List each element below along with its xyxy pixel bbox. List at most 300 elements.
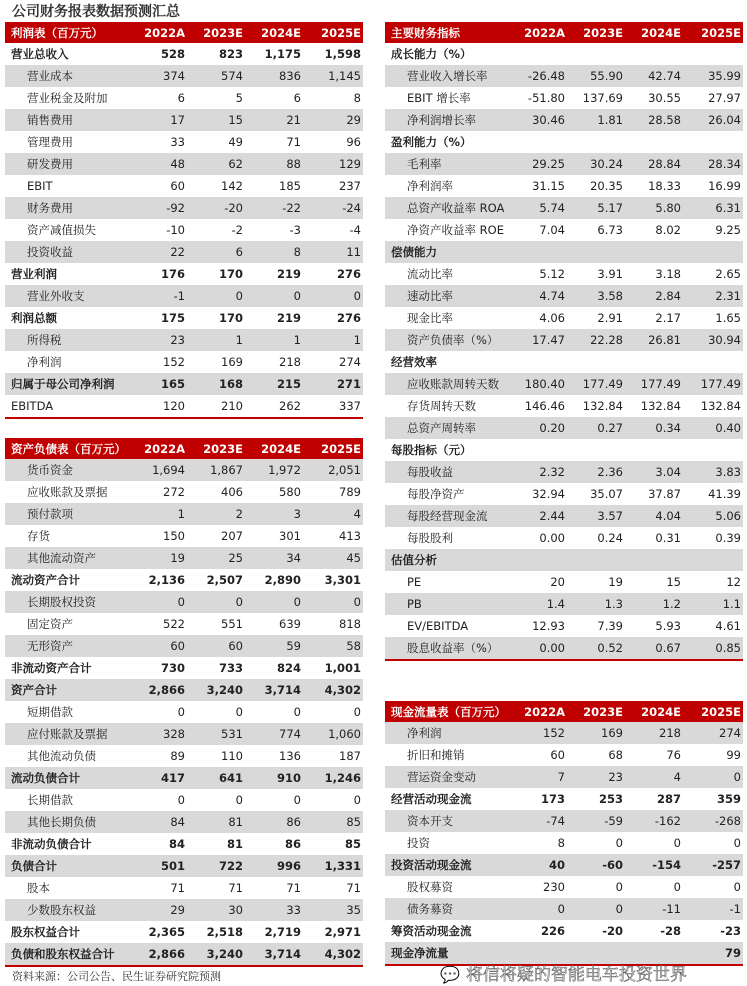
cell-value: 22.28 <box>590 333 623 347</box>
cell-value: 4.61 <box>715 619 741 633</box>
cell-value: 3.83 <box>715 465 741 479</box>
cell-value: 1,972 <box>268 463 301 477</box>
cell-value: 641 <box>218 771 243 785</box>
cell-value: 0 <box>353 289 361 303</box>
cell-value: 2,051 <box>328 463 361 477</box>
table-row <box>5 131 363 153</box>
cell-value: 89 <box>170 749 185 763</box>
cell-value: 0.00 <box>539 531 565 545</box>
cell-value: -28 <box>660 924 681 938</box>
row-label: 长期借款 <box>27 793 73 807</box>
row-label: 管理费用 <box>27 135 73 149</box>
cell-value: 2.31 <box>715 289 741 303</box>
row-label: 应付账款及票据 <box>27 727 108 741</box>
cell-value: 1 <box>177 507 185 521</box>
cell-value: 0 <box>733 836 741 850</box>
cell-value: -11 <box>662 902 681 916</box>
cell-value: 18.33 <box>648 179 681 193</box>
cell-value: 1.2 <box>662 597 681 611</box>
row-label: 营业成本 <box>27 69 73 83</box>
cell-value: 276 <box>336 267 361 281</box>
row-label: EBITDA <box>11 399 54 413</box>
cell-value: 4 <box>673 770 681 784</box>
cell-value: 328 <box>163 727 185 741</box>
cell-value: 2.44 <box>539 509 565 523</box>
table-row <box>385 87 743 109</box>
cell-value: 187 <box>339 749 361 763</box>
cell-value: 48 <box>170 157 185 171</box>
row-label: 净利润 <box>27 355 62 369</box>
cell-value: 0.40 <box>715 421 741 435</box>
row-label: 负债合计 <box>11 859 57 873</box>
cell-value: 580 <box>279 485 301 499</box>
cell-value: 34 <box>286 551 301 565</box>
cell-value: 0 <box>353 595 361 609</box>
row-label: EV/EBITDA <box>407 619 469 633</box>
row-label: 研发费用 <box>27 157 73 171</box>
row-label: 资产减值损失 <box>27 223 96 237</box>
cell-value: 271 <box>336 377 361 391</box>
cell-value: 7.39 <box>597 619 623 633</box>
table-row <box>5 65 363 87</box>
cell-value: 28.84 <box>648 157 681 171</box>
cell-value: 262 <box>279 399 301 413</box>
cell-value: 301 <box>279 529 301 543</box>
cell-value: 215 <box>276 377 301 391</box>
table-row <box>5 175 363 197</box>
cell-value: 42.74 <box>648 69 681 83</box>
cell-value: 824 <box>276 661 301 675</box>
row-label: 财务费用 <box>27 201 73 215</box>
cell-value: 31.15 <box>532 179 565 193</box>
row-label: 股权募资 <box>407 880 453 894</box>
cell-value: 1.81 <box>597 113 623 127</box>
column-header: 2022A <box>524 704 565 719</box>
cell-value: 730 <box>160 661 185 675</box>
cell-value: 5.06 <box>715 509 741 523</box>
cell-value: 733 <box>218 661 243 675</box>
cell-value: 30.55 <box>648 91 681 105</box>
cell-value: 136 <box>279 749 301 763</box>
row-label: 货币资金 <box>27 463 73 477</box>
cell-value: 180.40 <box>524 377 565 391</box>
cell-value: 774 <box>279 727 301 741</box>
cash-flow-table <box>385 701 743 966</box>
column-header: 2023E <box>203 441 243 456</box>
table-row <box>385 876 743 898</box>
row-label: 投资 <box>407 836 430 850</box>
cell-value: 25 <box>228 551 243 565</box>
cell-value: 176 <box>160 267 185 281</box>
cell-value: 6.31 <box>715 201 741 215</box>
cell-value: 4.06 <box>539 311 565 325</box>
cell-value: 81 <box>226 837 243 851</box>
cell-value: 0.34 <box>655 421 681 435</box>
cell-value: 35 <box>346 903 361 917</box>
cell-value: 40 <box>548 858 565 872</box>
cell-value: -3 <box>289 223 301 237</box>
row-label: 现金比率 <box>407 311 453 325</box>
cell-value: 35.99 <box>708 69 741 83</box>
cell-value: 0 <box>235 289 243 303</box>
cell-value: 35.07 <box>590 487 623 501</box>
cell-value: 71 <box>170 881 185 895</box>
cell-value: 8 <box>293 245 301 259</box>
cell-value: 2,518 <box>206 925 243 939</box>
row-label: 预付款项 <box>27 507 73 521</box>
cell-value: 3 <box>293 507 301 521</box>
row-label: 所得税 <box>27 333 62 347</box>
table-row <box>5 701 363 723</box>
income-statement-table <box>5 22 363 419</box>
table-title: 现金流量表（百万元） <box>391 704 506 719</box>
cell-value: 55.90 <box>590 69 623 83</box>
cell-value: 60 <box>228 639 243 653</box>
row-label: 销售费用 <box>27 113 73 127</box>
column-header: 2024E <box>641 704 681 719</box>
cell-value: 142 <box>221 179 243 193</box>
cell-value: 0.39 <box>715 531 741 545</box>
table-header <box>385 22 743 43</box>
table-row <box>385 417 743 439</box>
balance-sheet-table <box>5 438 363 967</box>
cell-value: 12 <box>726 575 741 589</box>
row-label: 资产合计 <box>11 683 57 697</box>
row-label: 长期股权投资 <box>27 595 96 609</box>
cell-value: -1 <box>173 289 185 303</box>
cell-value: 49 <box>228 135 243 149</box>
table-row <box>385 197 743 219</box>
watermark-text: 将信将疑的智能电车投资世界 <box>465 965 687 985</box>
cell-value: 4,302 <box>324 683 361 697</box>
table-header <box>5 22 363 43</box>
cell-value: -162 <box>654 814 681 828</box>
table-title: 利润表（百万元） <box>11 25 103 40</box>
cell-value: 60 <box>550 748 565 762</box>
cell-value: 30 <box>228 903 243 917</box>
cell-value: 23 <box>170 333 185 347</box>
cell-value: 551 <box>221 617 243 631</box>
row-label: 每股净资产 <box>407 487 465 501</box>
cell-value: 1,694 <box>152 463 185 477</box>
wechat-icon: 💬 <box>440 965 460 984</box>
cell-value: 177.49 <box>640 377 681 391</box>
cell-value: 218 <box>659 726 681 740</box>
cell-value: 2.84 <box>655 289 681 303</box>
cell-value: 274 <box>339 355 361 369</box>
cell-value: -257 <box>712 858 741 872</box>
cell-value: 4,302 <box>324 947 361 961</box>
cell-value: 85 <box>346 815 361 829</box>
cell-value: 0.20 <box>539 421 565 435</box>
cell-value: 823 <box>218 47 243 61</box>
cell-value: 359 <box>716 792 741 806</box>
cell-value: 170 <box>218 311 243 325</box>
table-row <box>5 481 363 503</box>
table-row <box>5 921 363 943</box>
table-row <box>385 832 743 854</box>
cell-value: 7 <box>557 770 565 784</box>
cell-value: 413 <box>339 529 361 543</box>
cell-value: 501 <box>160 859 185 873</box>
cell-value: 29 <box>346 113 361 127</box>
table-row <box>385 65 743 87</box>
cell-value: 3.04 <box>655 465 681 479</box>
cell-value: 137.69 <box>582 91 623 105</box>
cell-value: 45 <box>346 551 361 565</box>
row-label: 投资收益 <box>27 245 73 259</box>
cell-value: 272 <box>163 485 185 499</box>
cell-value: -22 <box>282 201 301 215</box>
cell-value: 6 <box>177 91 185 105</box>
cell-value: 132.84 <box>582 399 623 413</box>
column-header: 2022A <box>524 25 565 40</box>
cell-value: 406 <box>221 485 243 499</box>
cell-value: 17 <box>170 113 185 127</box>
cell-value: 2,866 <box>148 683 185 697</box>
cell-value: 20.35 <box>590 179 623 193</box>
cell-value: 0.85 <box>715 641 741 655</box>
row-label: 每股股利 <box>407 531 453 545</box>
table-row <box>5 351 363 373</box>
cell-value: 41.39 <box>708 487 741 501</box>
table-row <box>385 898 743 920</box>
cell-value: 3.58 <box>597 289 623 303</box>
cell-value: -154 <box>652 858 681 872</box>
column-header: 2023E <box>583 25 623 40</box>
cell-value: 2,507 <box>206 573 243 587</box>
cell-value: 20 <box>550 575 565 589</box>
cell-value: 8 <box>353 91 361 105</box>
column-header: 2025E <box>701 704 741 719</box>
table-row <box>385 241 743 263</box>
cell-value: 1,246 <box>324 771 361 785</box>
table-row <box>5 943 363 965</box>
row-label: 短期借款 <box>27 705 73 719</box>
cell-value: -23 <box>720 924 741 938</box>
row-label: 经营活动现金流 <box>391 792 472 806</box>
table-row <box>5 635 363 657</box>
cell-value: 0.24 <box>597 531 623 545</box>
column-header: 2025E <box>701 25 741 40</box>
row-label: 存货周转天数 <box>407 399 476 413</box>
cell-value: 15 <box>666 575 681 589</box>
table-row <box>385 788 743 810</box>
table-title: 主要财务指标 <box>391 25 460 40</box>
table-row <box>5 525 363 547</box>
cell-value: 3,240 <box>206 683 243 697</box>
table-row <box>5 833 363 855</box>
cell-value: 132.84 <box>700 399 741 413</box>
cell-value: 1,867 <box>210 463 243 477</box>
table-row <box>5 745 363 767</box>
cell-value: 0 <box>557 902 565 916</box>
cell-value: 274 <box>719 726 741 740</box>
cell-value: 0.52 <box>597 641 623 655</box>
table-row <box>5 877 363 899</box>
table-row <box>5 459 363 481</box>
table-row <box>5 109 363 131</box>
column-header: 2025E <box>321 441 361 456</box>
cell-value: 0 <box>293 705 301 719</box>
cell-value: 23 <box>608 770 623 784</box>
cell-value: 818 <box>339 617 361 631</box>
table-row <box>385 571 743 593</box>
table-row <box>5 197 363 219</box>
column-header: 2024E <box>641 25 681 40</box>
cell-value: 0 <box>177 793 185 807</box>
cell-value: 0 <box>615 902 623 916</box>
row-label: 投资活动现金流 <box>391 858 472 872</box>
cell-value: 3,714 <box>264 683 301 697</box>
row-label: 股东权益合计 <box>11 925 80 939</box>
table-row <box>5 591 363 613</box>
cell-value: 175 <box>160 311 185 325</box>
cell-value: 2,719 <box>264 925 301 939</box>
column-header: 2022A <box>144 441 185 456</box>
row-label: 总资产收益率 ROA <box>407 201 505 215</box>
cell-value: 5.74 <box>539 201 565 215</box>
cell-value: 60 <box>170 179 185 193</box>
row-label: 股息收益率（%） <box>407 641 499 655</box>
cell-value: 26.04 <box>708 113 741 127</box>
cell-value: -20 <box>224 201 243 215</box>
cell-value: 287 <box>656 792 681 806</box>
cell-value: 0.00 <box>539 641 565 655</box>
cell-value: 5.12 <box>539 267 565 281</box>
column-header: 2023E <box>583 704 623 719</box>
cell-value: 1,175 <box>264 47 301 61</box>
cell-value: 68 <box>608 748 623 762</box>
row-label: 净利润率 <box>407 179 453 193</box>
cell-value: 33 <box>286 903 301 917</box>
cell-value: 28.58 <box>648 113 681 127</box>
row-label: 利润总额 <box>11 311 57 325</box>
cell-value: 165 <box>160 377 185 391</box>
cell-value: 237 <box>339 179 361 193</box>
table-row <box>385 219 743 241</box>
table-row <box>5 395 363 417</box>
cell-value: 1 <box>293 333 301 347</box>
cell-value: 0 <box>235 793 243 807</box>
row-label: 营业收入增长率 <box>407 69 488 83</box>
cell-value: 6 <box>235 245 243 259</box>
table-row <box>385 615 743 637</box>
table-row <box>5 679 363 701</box>
watermark <box>440 964 687 986</box>
table-row <box>5 613 363 635</box>
row-label: 每股收益 <box>407 465 453 479</box>
cell-value: 85 <box>344 837 361 851</box>
row-label: 其他流动负债 <box>27 749 96 763</box>
cell-value: 86 <box>286 815 301 829</box>
cell-value: -51.80 <box>527 91 565 105</box>
table-row <box>385 549 743 571</box>
table-title: 资产负债表（百万元） <box>11 441 126 456</box>
table-row <box>385 854 743 876</box>
cell-value: -1 <box>729 902 741 916</box>
cell-value: 3,240 <box>206 947 243 961</box>
cell-value: 29.25 <box>532 157 565 171</box>
key-ratios-table <box>385 22 743 661</box>
row-label: 归属于母公司净利润 <box>11 377 115 391</box>
cell-value: 17.47 <box>532 333 565 347</box>
cell-value: 96 <box>346 135 361 149</box>
cell-value: 86 <box>284 837 301 851</box>
table-row <box>385 307 743 329</box>
source-note: 资料来源：公司公告、民生证券研究院预测 <box>12 970 221 983</box>
row-label: 负债和股东权益合计 <box>11 947 115 961</box>
table-row <box>385 593 743 615</box>
cell-value: 1,598 <box>324 47 361 61</box>
column-header: 2024E <box>261 441 301 456</box>
cell-value: 0 <box>733 880 741 894</box>
table-row <box>385 810 743 832</box>
row-label: 每股指标（元） <box>391 443 472 457</box>
cell-value: 219 <box>276 267 301 281</box>
cell-value: 2,866 <box>148 947 185 961</box>
row-label: EBIT <box>27 179 53 193</box>
column-header: 2025E <box>321 25 361 40</box>
column-header: 2023E <box>203 25 243 40</box>
table-row <box>385 766 743 788</box>
cell-value: 1,331 <box>324 859 361 873</box>
row-label: 少数股东权益 <box>27 903 96 917</box>
cell-value: 230 <box>543 880 565 894</box>
cell-value: 0 <box>353 793 361 807</box>
cell-value: 1 <box>353 333 361 347</box>
table-row <box>385 527 743 549</box>
cell-value: -92 <box>166 201 185 215</box>
cell-value: 1 <box>235 333 243 347</box>
cell-value: 1.3 <box>604 597 623 611</box>
cell-value: 253 <box>598 792 623 806</box>
cell-value: 81 <box>228 815 243 829</box>
cell-value: 226 <box>540 924 565 938</box>
cell-value: 30.24 <box>590 157 623 171</box>
cell-value: 88 <box>286 157 301 171</box>
cell-value: 337 <box>339 399 361 413</box>
table-row <box>5 263 363 285</box>
cell-value: 132.84 <box>640 399 681 413</box>
cell-value: 3.91 <box>597 267 623 281</box>
cell-value: 1.65 <box>715 311 741 325</box>
cell-value: 4 <box>353 507 361 521</box>
table-row <box>5 547 363 569</box>
table-row <box>385 920 743 942</box>
row-label: 成长能力（%） <box>391 47 472 61</box>
row-label: 存货 <box>27 529 50 543</box>
table-row <box>385 439 743 461</box>
cell-value: 2,890 <box>264 573 301 587</box>
table-header <box>5 438 363 459</box>
cell-value: 996 <box>276 859 301 873</box>
cell-value: -4 <box>349 223 361 237</box>
cell-value: -20 <box>602 924 623 938</box>
row-label: 无形资产 <box>27 639 73 653</box>
table-row <box>5 219 363 241</box>
cell-value: 19 <box>170 551 185 565</box>
cell-value: 1,060 <box>328 727 361 741</box>
table-row <box>385 153 743 175</box>
row-label: 盈利能力（%） <box>391 135 472 149</box>
cell-value: 84 <box>168 837 185 851</box>
table-row <box>385 285 743 307</box>
row-label: PB <box>407 597 422 611</box>
cell-value: 2,365 <box>148 925 185 939</box>
table-row <box>385 461 743 483</box>
table-row <box>5 373 363 395</box>
